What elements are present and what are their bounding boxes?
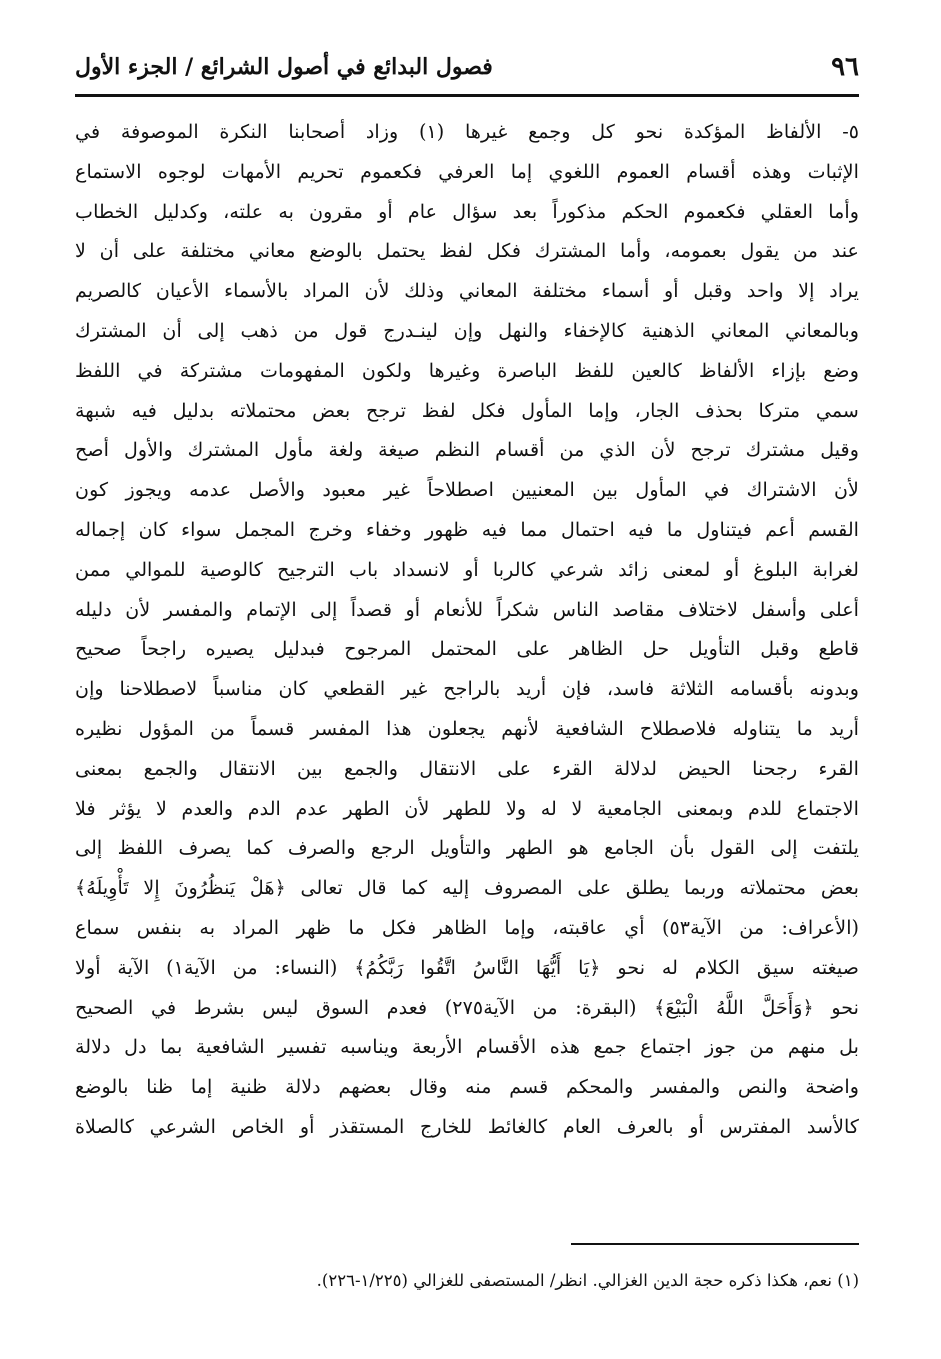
text-line: القسم أعم فيتناول ما فيه احتمال مما فيه ظهور وخفاء وخرج المجمل سواء كان إجماله (75, 517, 859, 541)
text-line: أريد ما يتناوله فلاصطلاح الشافعية لأنهم يجعلون هذا المفسر قسماً من المؤول نظيره (75, 716, 859, 740)
text-line: يلتفت إلى القول بأن الجامع هو الطهر والتأويل الرجع والصرف كما يصرف اللفظ إلى (75, 836, 859, 860)
text-line: عند من يقول بعمومه، وأما المشترك فكل لفظ يحتمل بالوضع معاني مختلفة على أن لا (75, 239, 859, 263)
text-line: سمي متركا بحذف الجار، وإما المأول فكل لفظ ترجح بعض محتملاته بدليل فيه شبهة (75, 398, 859, 422)
text-line: نحو ﴿وَأَحَلَّ اللَّهُ الْبَيْعَ﴾ (البقرة: من الآية٢٧٥) فعدم السوق ليس بشرط في الصحيح (75, 995, 859, 1019)
text-line: بل منهم من جوز اجتماع جمع هذه الأقسام الأربعة ويناسبه تفسير الشافعية بما دل دلالة (75, 1035, 859, 1059)
text-line: لغرابة البلوغ أو لمعنى زائد شرعي كالربا أو لانسداد باب الترجيح كالوصية للموالي ممن (75, 557, 859, 581)
footnote-divider (571, 1243, 859, 1245)
text-line: قاطع وقبل التأويل حل الظاهر على المحتمل المرجوح فبدليل يصيره راجحاً صحيح (75, 637, 859, 661)
running-title: فصول البدائع في أصول الشرائع / الجزء الأول (75, 54, 493, 80)
text-line: ٥- الألفاظ المؤكدة نحو كل وجمع غيرها (١) وزاد أصحابنا النكرة الموصوفة في (75, 120, 859, 143)
page-header (75, 48, 859, 97)
text-line: وضع بإزاء الألفاظ كالعين للفظ الباصرة وغيرها ولكون المفهومات مشتركة في اللفظ (75, 358, 859, 382)
text-line: وبدونه بأقسامه الثلاثة فاسد، فإن أريد بالراجح غير القطعي كان مناسباً لاصطلاحنا وإن (75, 677, 859, 701)
page-number: ٩٦ (831, 52, 859, 82)
text-line: أعلى وأسفل لاختلاف مقاصد الناس شكراً للأنعام أو قصداً إلى الإتمام والمفسر لأن دليله (75, 597, 859, 621)
text-line: واضحة والنص والمفسر والمحكم قسم منه وقال بعضهم دلالة ظنية إما ظنا بالوضع (75, 1075, 859, 1099)
text-line: بعض محتملاته وربما يطلق على المصروف إليه كما قال تعالى ﴿هَلْ يَنظُرُونَ إِلا تَأْوِيلَهُ﴾ (75, 876, 859, 900)
main-text (75, 112, 859, 1147)
text-line: (الأعراف: من الآية٥٣) أي عاقبته، وإما الظاهر فكل ما ظهر المراد به بنفس سماع (75, 915, 859, 939)
text-line: الإثبات وهذه أقسام العموم اللغوي إما العرفي فكعموم تحريم الأمهات لوجوه الاستماع (75, 159, 859, 183)
text-line: وأما العقلي فكعموم الحكم مذكوراً بعد سؤال عام أو مقرون به علته، وكدليل الخطاب (75, 199, 859, 223)
footnote: (١) نعم، هكذا ذكره حجة الدين الغزالي. انظر/ المستصفى للغزالي (١/٢٢٥-٢٢٦). (316, 1271, 859, 1290)
text-line: كالأسد المفترس أو بالعرف العام كالغائط للخارج المستقذر أو الخاص الشرعي كالصلاة (75, 1114, 859, 1138)
text-line: وبالمعاني المعاني الذهنية كالإخفاء والنهل وإن لينـدرج قول من ذهب إلى أن المشترك (75, 318, 859, 342)
text-line: وقيل مشترك ترجح لأن الذي من أقسام النظم صيغة ولغة مأول المشترك والأول أصح (75, 438, 859, 462)
text-line: صيغته سيق الكلام له نحو ﴿يَا أَيُّهَا النَّاسُ اتَّقُوا رَبَّكُمُ﴾ (النساء: من الآية١) الآية أولا (75, 955, 859, 979)
text-line: القرء رجحنا الحيض لدلالة القرء على الانتقال والجمع بين الانتقال والجمع بمعنى (75, 756, 859, 780)
text-line: الاجتماع للدم وبمعنى الجامعية لا له ولا للطهر لأن الطهر عدم الدم والعدم لا يؤثر فلا (75, 796, 859, 820)
text-line: يراد إلا واحد وقبل أو أسماء مختلفة المعاني وذلك لأن المراد بالأسماء الأعيان كالصريم (75, 279, 859, 303)
text-line: لأن الاشتراك في المأول بين المعنيين اصطلاحاً غير معبود والأصل عدمه ويجوز كون (75, 478, 859, 502)
